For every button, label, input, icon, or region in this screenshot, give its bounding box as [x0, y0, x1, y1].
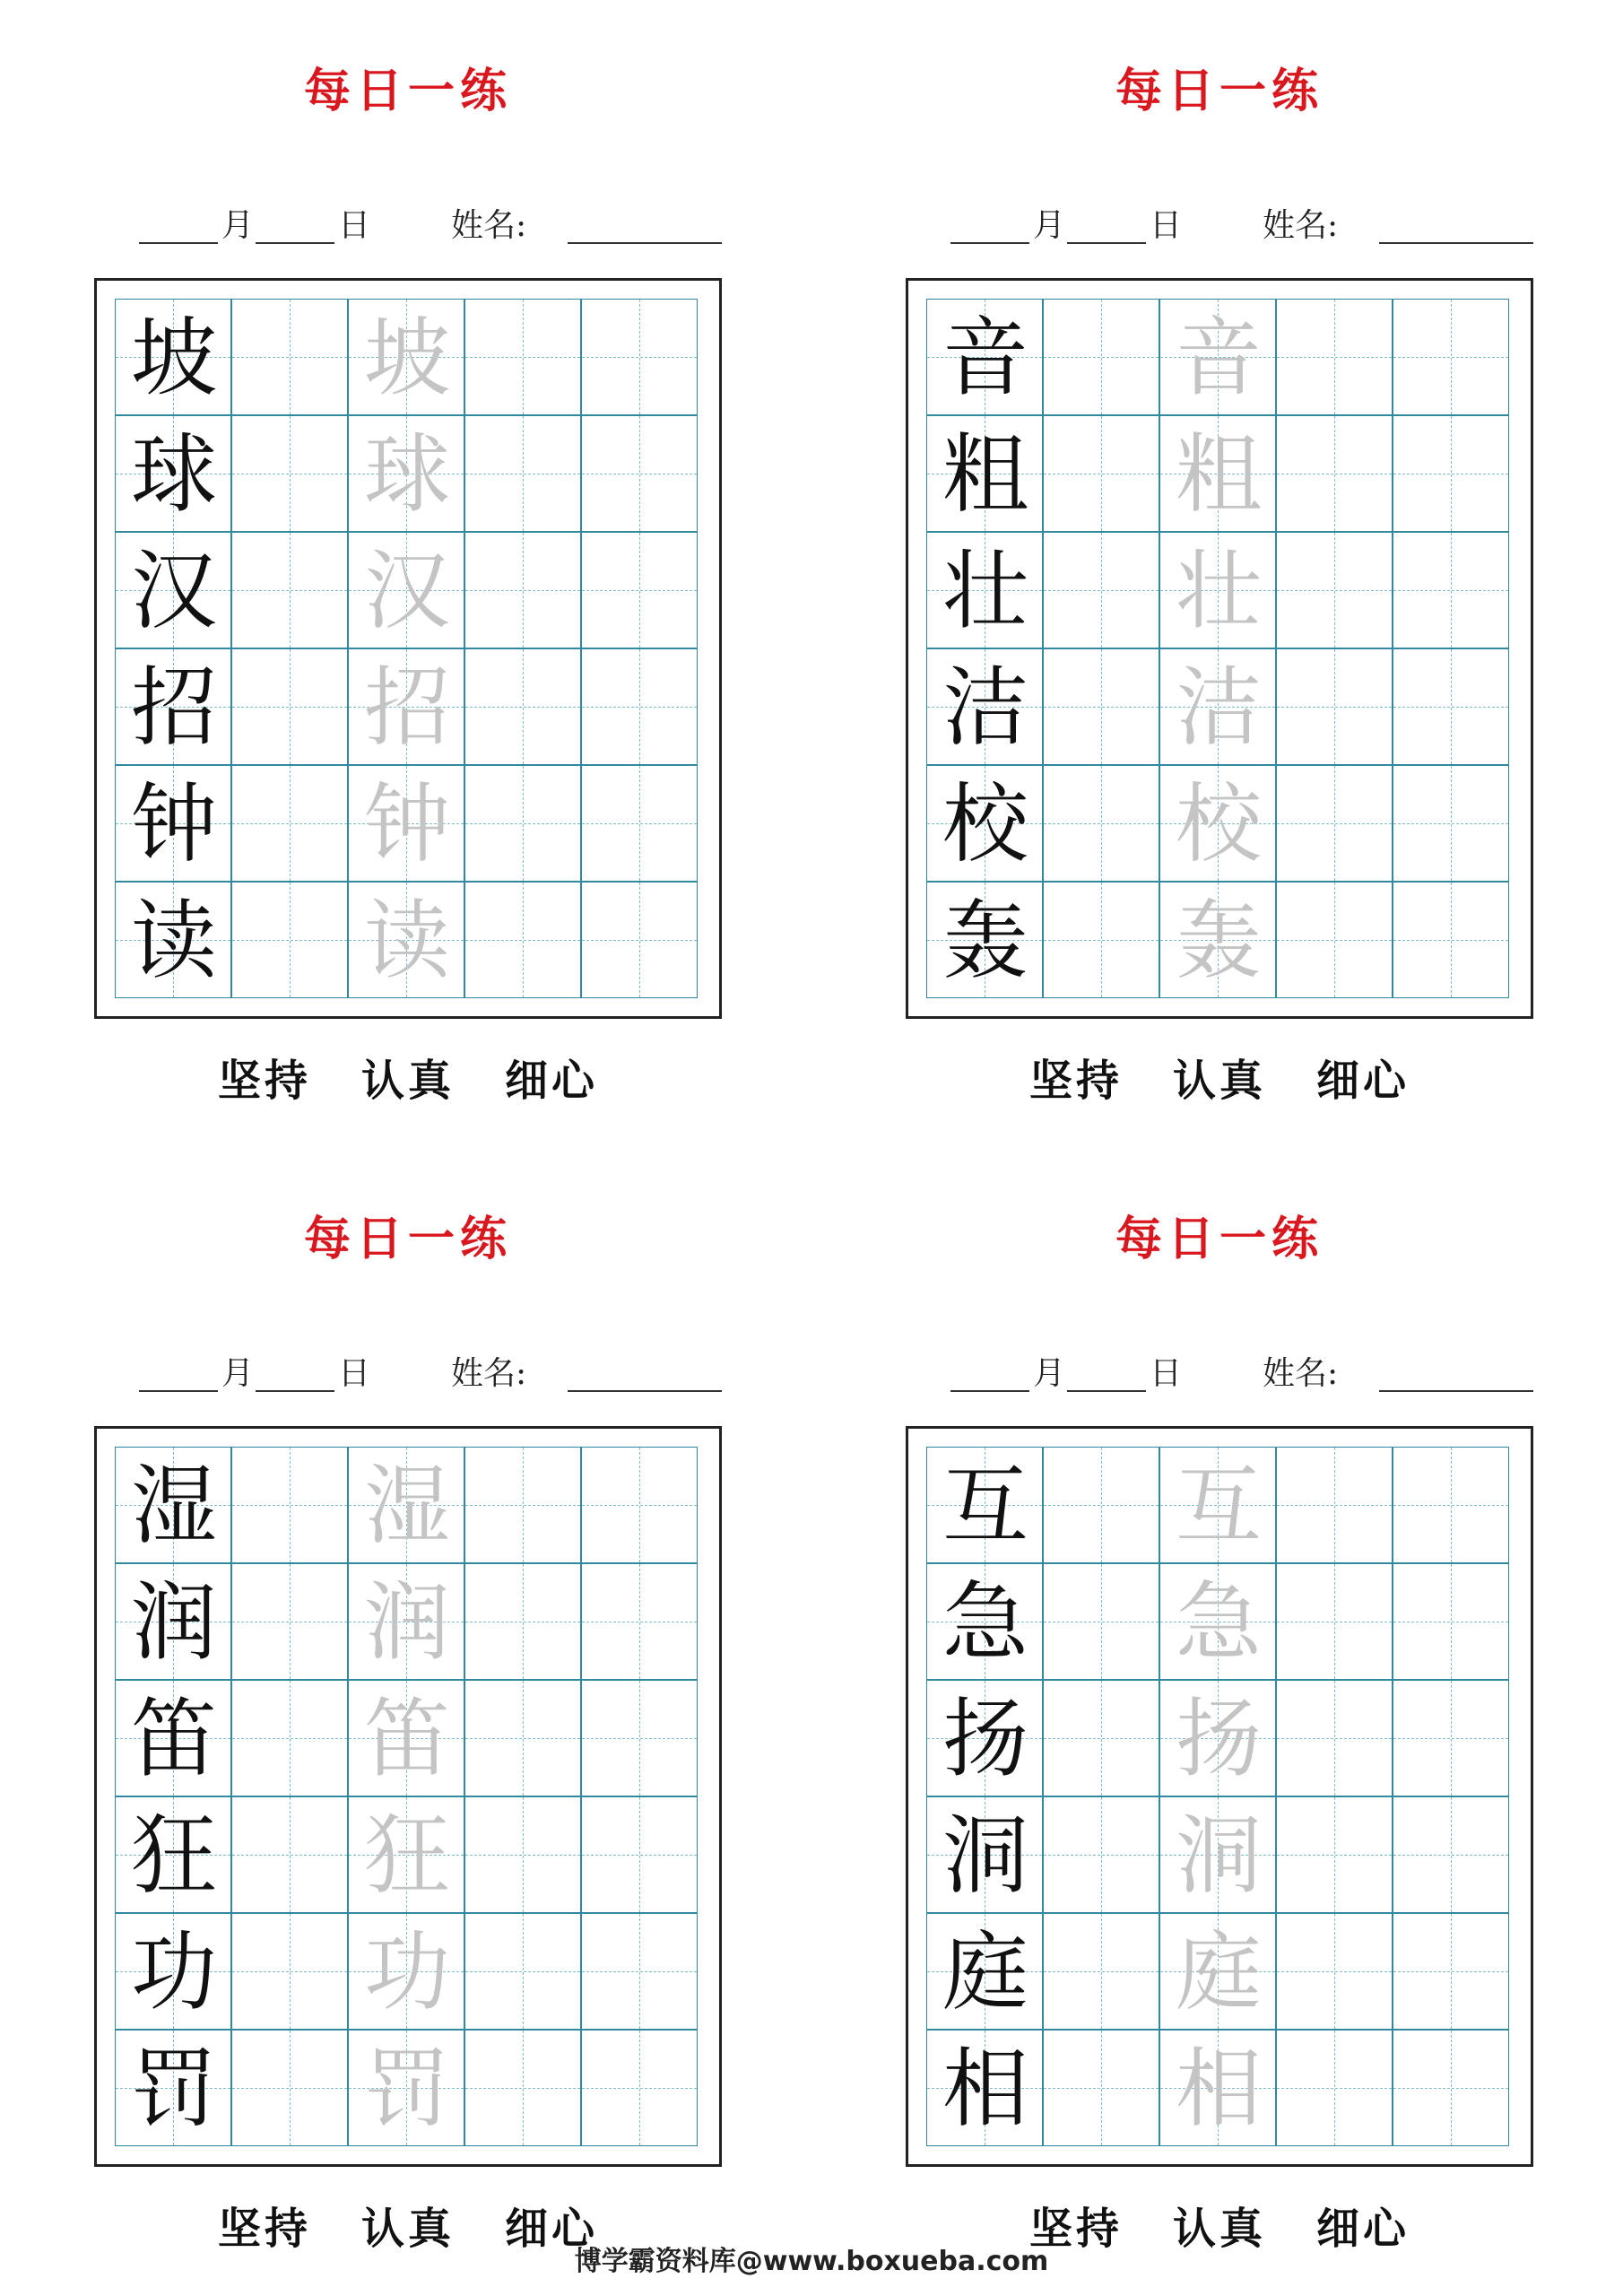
card-title: 每日一练 [1115, 64, 1324, 118]
guide-line-vertical [639, 649, 640, 764]
model-character: 狂 [131, 1805, 217, 1906]
grid-cell[interactable] [464, 882, 581, 998]
grid-cell[interactable] [1276, 1796, 1393, 1913]
grid-cell[interactable] [1276, 765, 1393, 882]
motto-word: 坚持 [1028, 2204, 1123, 2254]
grid-cell[interactable] [348, 648, 464, 765]
grid-cell[interactable] [1159, 1447, 1276, 1563]
guide-line-vertical [1451, 1797, 1452, 1912]
guide-line-vertical [1451, 1914, 1452, 2029]
trace-character: 音 [1176, 308, 1262, 408]
guide-line-vertical [523, 416, 524, 531]
grid-cell [926, 765, 1043, 882]
guide-line-vertical [290, 533, 291, 648]
grid-cell[interactable] [1159, 2030, 1276, 2146]
month-label: 月 [1033, 207, 1066, 244]
guide-line-vertical [1334, 2031, 1335, 2145]
grid-cell [926, 2030, 1043, 2146]
grid-cell[interactable] [1276, 1563, 1393, 1680]
guide-line-vertical [639, 300, 640, 414]
grid-cell[interactable] [1043, 882, 1159, 998]
guide-line-vertical [290, 1681, 291, 1796]
name-label: 姓名: [1263, 207, 1339, 244]
grid-cell[interactable] [1043, 1913, 1159, 2030]
motto-word: 认真 [1172, 1056, 1266, 1106]
guide-line-vertical [1101, 766, 1102, 881]
guide-line-vertical [290, 300, 291, 414]
guide-line-vertical [1101, 1564, 1102, 1679]
guide-line-vertical [639, 1681, 640, 1796]
guide-line-vertical [1334, 649, 1335, 764]
grid-cell[interactable] [464, 1913, 581, 2030]
grid-cell[interactable] [348, 532, 464, 648]
grid-cell[interactable] [231, 532, 348, 648]
grid-cell[interactable] [1043, 2030, 1159, 2146]
motto-word: 坚持 [217, 1056, 311, 1106]
grid-cell [115, 1796, 231, 1913]
trace-character: 轰 [1176, 891, 1262, 991]
motto-line [906, 1046, 1533, 1108]
grid-cell[interactable] [581, 1447, 698, 1563]
guide-line-vertical [1101, 533, 1102, 648]
trace-character: 坡 [364, 308, 450, 408]
grid-cell [115, 1680, 231, 1796]
grid-cell [926, 1680, 1043, 1796]
date-name-line [950, 206, 1533, 246]
guide-line-vertical [1451, 1448, 1452, 1562]
date-name-line [950, 1354, 1533, 1394]
grid-cell[interactable] [1043, 415, 1159, 532]
grid-cell [926, 648, 1043, 765]
guide-line-vertical [639, 2031, 640, 2145]
grid-cell [115, 882, 231, 998]
date-name-line [139, 206, 722, 246]
guide-line-vertical [1101, 649, 1102, 764]
writing-frame [906, 1426, 1533, 2167]
grid-cell[interactable] [1159, 882, 1276, 998]
grid-cell[interactable] [581, 882, 698, 998]
grid-cell[interactable] [1393, 765, 1509, 882]
guide-line-vertical [639, 1448, 640, 1562]
guide-line-vertical [1334, 1797, 1335, 1912]
grid-cell[interactable] [1276, 415, 1393, 532]
grid-cell[interactable] [1159, 415, 1276, 532]
motto-word: 细心 [1316, 1056, 1410, 1106]
guide-line-vertical [639, 416, 640, 531]
grid-cell[interactable] [1159, 1563, 1276, 1680]
day-blank[interactable] [256, 206, 334, 244]
model-character: 笛 [131, 1689, 217, 1789]
trace-character: 狂 [364, 1805, 450, 1906]
model-character: 互 [942, 1456, 1028, 1556]
day-label: 日 [1150, 1355, 1183, 1392]
grid-cell[interactable] [464, 415, 581, 532]
practice-card [906, 63, 1533, 1106]
grid-cell[interactable] [1043, 1680, 1159, 1796]
month-blank[interactable] [950, 1354, 1029, 1392]
grid-cell[interactable] [231, 1563, 348, 1680]
motto-word: 细心 [505, 1056, 599, 1106]
grid-cell[interactable] [1043, 1796, 1159, 1913]
grid-cell[interactable] [348, 1447, 464, 1563]
guide-line-vertical [523, 1681, 524, 1796]
model-character: 招 [131, 657, 217, 758]
model-character: 汉 [131, 541, 217, 641]
writing-frame [94, 278, 722, 1019]
grid-cell[interactable] [464, 299, 581, 415]
month-label: 月 [221, 1355, 255, 1392]
motto-word: 坚持 [1028, 1056, 1123, 1106]
grid-cell [115, 648, 231, 765]
grid-cell[interactable] [1043, 1563, 1159, 1680]
trace-character: 洁 [1176, 657, 1262, 758]
practice-card [94, 63, 722, 1106]
grid-cell [926, 1563, 1043, 1680]
grid-cell[interactable] [1393, 648, 1509, 765]
guide-line-vertical [1101, 300, 1102, 414]
grid-cell[interactable] [231, 765, 348, 882]
trace-character: 罚 [364, 2039, 450, 2139]
grid-cell[interactable] [348, 415, 464, 532]
model-character: 壮 [942, 541, 1028, 641]
day-blank[interactable] [1067, 1354, 1146, 1392]
trace-character: 急 [1176, 1572, 1262, 1673]
grid-cell [115, 1563, 231, 1680]
grid-cell[interactable] [231, 1913, 348, 2030]
name-blank[interactable] [1379, 1354, 1533, 1392]
grid-cell[interactable] [464, 1563, 581, 1680]
grid-cell[interactable] [1393, 882, 1509, 998]
guide-line-vertical [523, 300, 524, 414]
grid-cell[interactable] [231, 415, 348, 532]
grid-cell[interactable] [581, 299, 698, 415]
trace-character: 招 [364, 657, 450, 758]
card-title: 每日一练 [303, 1212, 512, 1266]
model-character: 读 [131, 891, 217, 991]
day-label: 日 [338, 1355, 371, 1392]
month-blank[interactable] [139, 1354, 218, 1392]
trace-character: 扬 [1176, 1689, 1262, 1789]
model-character: 湿 [131, 1456, 217, 1556]
grid-cell[interactable] [1276, 532, 1393, 648]
guide-line-vertical [1334, 766, 1335, 881]
motto-word: 认真 [1172, 2204, 1266, 2254]
writing-frame [94, 1426, 722, 2167]
grid-cell [926, 532, 1043, 648]
grid-cell [115, 299, 231, 415]
model-character: 洁 [942, 657, 1028, 758]
grid-cell[interactable] [1159, 1796, 1276, 1913]
trace-character: 湿 [364, 1456, 450, 1556]
guide-line-vertical [1451, 416, 1452, 531]
guide-line-vertical [1451, 766, 1452, 881]
grid-cell[interactable] [348, 1796, 464, 1913]
guide-line-vertical [1334, 1914, 1335, 2029]
grid-cell[interactable] [464, 1680, 581, 1796]
trace-character: 球 [364, 424, 450, 525]
grid-cell [115, 1447, 231, 1563]
grid-cell [115, 415, 231, 532]
guide-line-vertical [1334, 1448, 1335, 1562]
model-character: 润 [131, 1572, 217, 1673]
model-character: 音 [942, 308, 1028, 408]
grid-cell[interactable] [1159, 765, 1276, 882]
card-title: 每日一练 [1115, 1212, 1324, 1266]
name-blank[interactable] [568, 206, 722, 244]
guide-line-vertical [1101, 416, 1102, 531]
day-blank[interactable] [256, 1354, 334, 1392]
grid-cell[interactable] [231, 882, 348, 998]
motto-word: 细心 [1316, 2204, 1410, 2254]
footer-watermark: 博学霸资料库@www.boxueba.com [574, 2246, 1049, 2277]
guide-line-vertical [1101, 1797, 1102, 1912]
grid-cell [926, 299, 1043, 415]
grid-cell[interactable] [1276, 2030, 1393, 2146]
grid-cell[interactable] [581, 1680, 698, 1796]
guide-line-vertical [1451, 533, 1452, 648]
grid-cell[interactable] [231, 1447, 348, 1563]
trace-character: 读 [364, 891, 450, 991]
guide-line-vertical [523, 1448, 524, 1562]
day-label: 日 [338, 207, 371, 244]
grid-cell[interactable] [1276, 648, 1393, 765]
grid-cell[interactable] [581, 2030, 698, 2146]
grid-cell[interactable] [464, 765, 581, 882]
name-blank[interactable] [568, 1354, 722, 1392]
grid-cell[interactable] [581, 1563, 698, 1680]
trace-character: 庭 [1176, 1922, 1262, 2022]
grid-cell[interactable] [231, 648, 348, 765]
model-character: 粗 [942, 424, 1028, 525]
guide-line-vertical [290, 766, 291, 881]
model-character: 相 [942, 2039, 1028, 2139]
guide-line-vertical [1101, 1448, 1102, 1562]
guide-line-vertical [523, 883, 524, 997]
grid-cell[interactable] [464, 1447, 581, 1563]
guide-line-vertical [1334, 416, 1335, 531]
month-blank[interactable] [950, 206, 1029, 244]
guide-line-vertical [523, 1797, 524, 1912]
guide-line-vertical [1334, 883, 1335, 997]
grid-cell[interactable] [231, 1680, 348, 1796]
month-label: 月 [221, 207, 255, 244]
grid-cell[interactable] [1159, 648, 1276, 765]
guide-line-vertical [1334, 533, 1335, 648]
month-label: 月 [1033, 1355, 1066, 1392]
grid-cell[interactable] [348, 299, 464, 415]
model-character: 急 [942, 1572, 1028, 1673]
grid-cell[interactable] [1276, 1447, 1393, 1563]
guide-line-vertical [1451, 1681, 1452, 1796]
grid-cell[interactable] [1393, 415, 1509, 532]
grid-cell[interactable] [1393, 1447, 1509, 1563]
grid-cell[interactable] [1043, 299, 1159, 415]
guide-line-vertical [639, 533, 640, 648]
name-label: 姓名: [451, 1355, 527, 1392]
grid-cell[interactable] [464, 648, 581, 765]
trace-character: 笛 [364, 1689, 450, 1789]
grid-cell[interactable] [1159, 299, 1276, 415]
guide-line-vertical [1451, 1564, 1452, 1679]
grid-cell[interactable] [1043, 765, 1159, 882]
grid-cell[interactable] [231, 299, 348, 415]
grid-cell[interactable] [348, 1680, 464, 1796]
grid-cell[interactable] [348, 1563, 464, 1680]
grid-cell [115, 765, 231, 882]
guide-line-vertical [290, 1564, 291, 1679]
grid-cell[interactable] [581, 648, 698, 765]
trace-character: 汉 [364, 541, 450, 641]
guide-line-vertical [1334, 1681, 1335, 1796]
model-character: 罚 [131, 2039, 217, 2139]
guide-line-vertical [1101, 883, 1102, 997]
guide-line-vertical [639, 883, 640, 997]
guide-line-vertical [290, 883, 291, 997]
grid-cell[interactable] [1393, 1913, 1509, 2030]
guide-line-vertical [639, 1797, 640, 1912]
model-character: 扬 [942, 1689, 1028, 1789]
grid-cell[interactable] [1393, 1796, 1509, 1913]
grid-cell [926, 1447, 1043, 1563]
grid-cell [926, 1913, 1043, 2030]
day-blank[interactable] [1067, 206, 1146, 244]
model-character: 功 [131, 1922, 217, 2022]
grid-cell[interactable] [1159, 1680, 1276, 1796]
grid-cell[interactable] [348, 2030, 464, 2146]
model-character: 坡 [131, 308, 217, 408]
motto-word: 认真 [360, 2204, 455, 2254]
trace-character: 钟 [364, 774, 450, 874]
guide-line-vertical [1101, 1914, 1102, 2029]
trace-character: 互 [1176, 1456, 1262, 1556]
grid-cell[interactable] [1043, 1447, 1159, 1563]
grid-cell [115, 1913, 231, 2030]
model-character: 钟 [131, 774, 217, 874]
trace-character: 相 [1176, 2039, 1262, 2139]
grid-cell[interactable] [1393, 299, 1509, 415]
grid-cell[interactable] [348, 882, 464, 998]
guide-line-vertical [290, 1914, 291, 2029]
grid-cell [926, 415, 1043, 532]
grid-cell[interactable] [1276, 299, 1393, 415]
grid-cell[interactable] [581, 415, 698, 532]
grid-cell [115, 532, 231, 648]
grid-cell[interactable] [1159, 1913, 1276, 2030]
model-character: 庭 [942, 1922, 1028, 2022]
practice-card [94, 1211, 722, 2254]
guide-line-vertical [523, 533, 524, 648]
grid-cell[interactable] [1276, 1680, 1393, 1796]
motto-word: 坚持 [217, 2204, 311, 2254]
guide-line-vertical [290, 649, 291, 764]
grid-cell[interactable] [464, 1796, 581, 1913]
grid-cell[interactable] [231, 2030, 348, 2146]
grid-cell[interactable] [1276, 1913, 1393, 2030]
guide-line-vertical [1451, 2031, 1452, 2145]
grid-cell[interactable] [1043, 532, 1159, 648]
grid-cell [926, 882, 1043, 998]
guide-line-vertical [1451, 883, 1452, 997]
month-blank[interactable] [139, 206, 218, 244]
trace-character: 壮 [1176, 541, 1262, 641]
grid-cell[interactable] [1043, 648, 1159, 765]
grid-cell[interactable] [581, 1796, 698, 1913]
guide-line-vertical [1334, 1564, 1335, 1679]
trace-character: 润 [364, 1572, 450, 1673]
guide-line-vertical [290, 2031, 291, 2145]
writing-frame [906, 278, 1533, 1019]
grid-cell[interactable] [581, 1913, 698, 2030]
grid-cell[interactable] [581, 765, 698, 882]
name-label: 姓名: [1263, 1355, 1339, 1392]
model-character: 校 [942, 774, 1028, 874]
model-character: 球 [131, 424, 217, 525]
grid-cell[interactable] [464, 2030, 581, 2146]
guide-line-vertical [1101, 1681, 1102, 1796]
guide-line-vertical [523, 1914, 524, 2029]
name-label: 姓名: [451, 207, 527, 244]
guide-line-vertical [523, 649, 524, 764]
guide-line-vertical [523, 1564, 524, 1679]
grid-cell[interactable] [1393, 2030, 1509, 2146]
guide-line-vertical [639, 1914, 640, 2029]
grid-cell[interactable] [581, 532, 698, 648]
guide-line-vertical [523, 2031, 524, 2145]
grid-cell[interactable] [348, 765, 464, 882]
guide-line-vertical [290, 1448, 291, 1562]
trace-character: 校 [1176, 774, 1262, 874]
grid-cell[interactable] [348, 1913, 464, 2030]
guide-line-vertical [1451, 649, 1452, 764]
guide-line-vertical [1451, 300, 1452, 414]
guide-line-vertical [290, 416, 291, 531]
guide-line-vertical [639, 766, 640, 881]
name-blank[interactable] [1379, 206, 1533, 244]
guide-line-vertical [1101, 2031, 1102, 2145]
grid-cell[interactable] [1159, 532, 1276, 648]
guide-line-vertical [290, 1797, 291, 1912]
trace-character: 粗 [1176, 424, 1262, 525]
grid-cell [115, 2030, 231, 2146]
guide-line-vertical [639, 1564, 640, 1679]
grid-cell[interactable] [1393, 532, 1509, 648]
grid-cell[interactable] [231, 1796, 348, 1913]
motto-word: 认真 [360, 1056, 455, 1106]
card-title: 每日一练 [303, 64, 512, 118]
grid-cell [926, 1796, 1043, 1913]
grid-cell[interactable] [1393, 1680, 1509, 1796]
day-label: 日 [1150, 207, 1183, 244]
model-character: 洞 [942, 1805, 1028, 1906]
practice-card [906, 1211, 1533, 2254]
guide-line-vertical [1334, 300, 1335, 414]
guide-line-vertical [523, 766, 524, 881]
model-character: 轰 [942, 891, 1028, 991]
grid-cell[interactable] [1276, 882, 1393, 998]
grid-cell[interactable] [1393, 1563, 1509, 1680]
date-name-line [139, 1354, 722, 1394]
trace-character: 洞 [1176, 1805, 1262, 1906]
motto-line [94, 1046, 722, 1108]
trace-character: 功 [364, 1922, 450, 2022]
motto-word: 细心 [505, 2204, 599, 2254]
grid-cell[interactable] [464, 532, 581, 648]
